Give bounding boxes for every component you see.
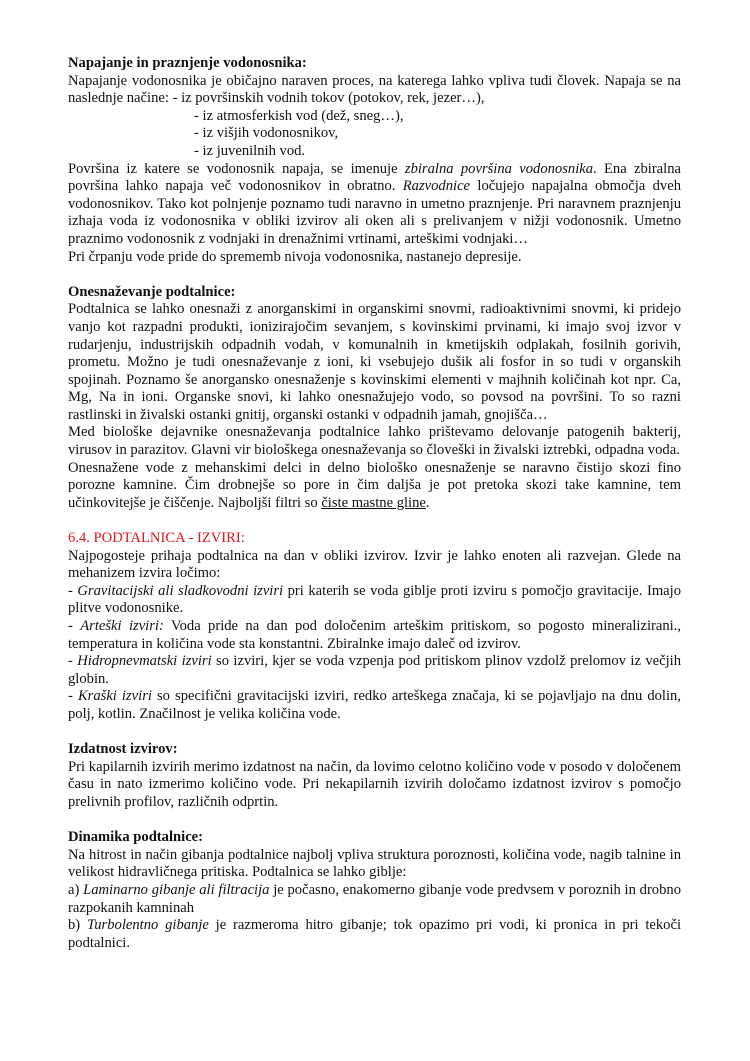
paragraph — [68, 161, 681, 249]
list-item — [68, 618, 681, 653]
paragraph: Najpogosteje prihaja podtalnica na dan v obliki izvirov. Izvir je lahko enoten ali razvejan. Glede na mehanizem izvira ločimo: — [68, 547, 681, 582]
spacer — [68, 724, 681, 742]
text-run: je počasno, enakomerno gibanje vode predvsem v poroznih in drobno razpokanih kamninah — [68, 881, 681, 916]
napajanje-intro: Napajanje vodonosnika je običajno naraven proces, na katerega lahko vpliva tudi človek. Napaja se na naslednje načine: — [68, 72, 681, 107]
document-page — [68, 55, 681, 952]
bullet: - — [68, 688, 78, 705]
spacer — [68, 812, 681, 830]
text-run: Površina iz katere se vodonosnik napaja, se imenuje — [68, 160, 405, 177]
bullet: - — [68, 618, 81, 634]
bullet: a) — [68, 881, 84, 898]
text-run: Onesnažene vode z mehanskimi delci in delno biološko onesnaženje se naravno čistijo skozi fino porozne kamnine. Čim drobnejše so pore in čim daljša je pot pretoka skozi take kamnine, tem učinkovitejše je čiščenje. Najboljši filtri so — [68, 459, 681, 511]
list-item — [68, 688, 681, 723]
heading-napajanje: Napajanje in praznjenje vodonosnika: — [68, 55, 307, 71]
heading-dinamika: Dinamika podtalnice: — [68, 829, 204, 846]
text-run: je razmeroma hitro gibanje; tok opazimo pri vodi, ki pronica in pri tekoči podtalnici. — [68, 917, 681, 951]
underlined-term: čiste mastne gline — [321, 494, 426, 511]
term: Hidropnevmatski izviri — [77, 653, 212, 670]
spacer — [68, 266, 681, 284]
term: Kraški izviri — [77, 688, 152, 705]
paragraph: Pri kapilarnih izvirih merimo izdatnost na način, da lovimo celotno količino vode v posodo v določenem času in nato izmerimo količino vode. Pri nekapilarnih izvirih določamo izdatnost izvirov s pomočjo prelivnih profilov, različnih odprtin. — [68, 758, 681, 810]
term: Arteški izviri: — [80, 618, 164, 634]
list-item: - iz atmosferkish vod (dež, sneg…), — [194, 107, 404, 124]
list-item: - iz juvenilnih vod. — [194, 142, 306, 159]
list-item — [68, 653, 681, 688]
term-razvodnice: Razvodnice — [402, 178, 471, 195]
term-zbiralna-povrsina: zbiralna površina vodonosnika — [404, 160, 594, 177]
text-run: so izviri, kjer se voda vzpenja pod pritiskom plinov vzdolž prelomov iz večjih globin. — [68, 653, 681, 687]
list-item: - iz površinskih vodnih tokov (potokov, rek, jezer…), — [172, 90, 485, 107]
heading-onesnazevanje: Onesnaževanje podtalnice: — [68, 283, 236, 300]
term: Laminarno gibanje ali filtracija — [83, 881, 270, 898]
text-run: . — [425, 494, 430, 511]
text-run: Voda pride na dan pod določenim arteškim pritiskom, so pogosto mineralizirani., temperatura in količina vode sta konstantni. Zbiralnke imajo daleč od izvirov. — [68, 618, 681, 652]
bullet: b) — [68, 917, 87, 934]
list-item — [68, 917, 681, 952]
bullet: - — [68, 582, 78, 599]
bullet: - — [68, 653, 78, 670]
list-item — [68, 882, 681, 917]
term: Gravitacijski ali sladkovodni izviri — [77, 582, 284, 599]
paragraph: Pri črpanju vode pride do sprememb nivoja vodonosnika, nastanejo depresije. — [68, 248, 522, 265]
list-item: - iz višjih vodonosnikov, — [194, 125, 339, 142]
paragraph: Med biološke dejavnike onesnaževanja podtalnice lahko prištevamo delovanje patogenih bakterij, virusov in parazitov. Glavni vir biološkega onesnaževanja so človeški in živalski iztrebki, odpadna voda. — [68, 424, 681, 459]
text-run: ločujejo napajalna območja dveh vodonosnikov. Tako kot polnjenje poznamo tudi naravno in umetno praznjenje. Pri naravnem praznjenju izhaja voda iz vodonosnika v obliki izvirov ali oken ali s prelivanjem v nižji vodonosnik. Umetno praznimo vodonosnik z vodnjaki in drenažnimi vrtinami, arteškimi vodnjaki… — [68, 178, 681, 247]
paragraph — [68, 73, 681, 108]
text-run: pri katerih se voda giblje proti izviru s pomočjo gravitacije. Imajo plitve vodonosnike. — [68, 582, 682, 617]
spacer — [68, 512, 681, 530]
heading-izdatnost: Izdatnost izvirov: — [68, 741, 178, 758]
heading-izviri: 6.4. PODTALNICA - IZVIRI: — [68, 530, 245, 547]
text-run: so specifični gravitacijski izviri, redko arteškega značaja, ki se pojavljajo na dnu dolin, polj, kotlin. Značilnost je velika količina vode. — [68, 688, 681, 722]
term: Turbolentno gibanje — [86, 917, 209, 934]
paragraph: Podtalnica se lahko onesnaži z anorganskimi in organskimi snovmi, radioaktivnimi snovmi, ki pridejo vanjo kot razpadni produkti, ionizirajočim sevanjem, s kovinskimi prvinami, ki imajo svoj izvor v rudarjenju, industrijskih odpadnih vodah, v komunalnih in kmetijskih odplakah, fosilnih gorivih, prometu. Možno je tudi onesnaževanje z ioni, ki vsebujejo dušik ali fosfor in so tudi v organskih spojinah. Poznamo še anorgansko onesnaženje s kovinskimi elementi v majhnih količinah kot npr. Ca, Mg, Na in ioni. Organske snovi, ki lahko onesnažujejo vodo, so povsod na površini. To so razni rastlinski in živalski ostanki gnitij, organski ostanki v odpadnih jamah, gnojišča… — [68, 301, 681, 423]
list-item — [68, 583, 681, 618]
paragraph: Na hitrost in način gibanja podtalnice najbolj vpliva struktura poroznosti, količina vode, nagib talnine in velikost hidravličnega pritiska. Podtalnica se lahko giblje: — [68, 846, 681, 881]
text-run: . Ena zbiralna površina lahko napaja več vodonosnikov in obratno. — [68, 160, 681, 195]
paragraph — [68, 460, 681, 513]
